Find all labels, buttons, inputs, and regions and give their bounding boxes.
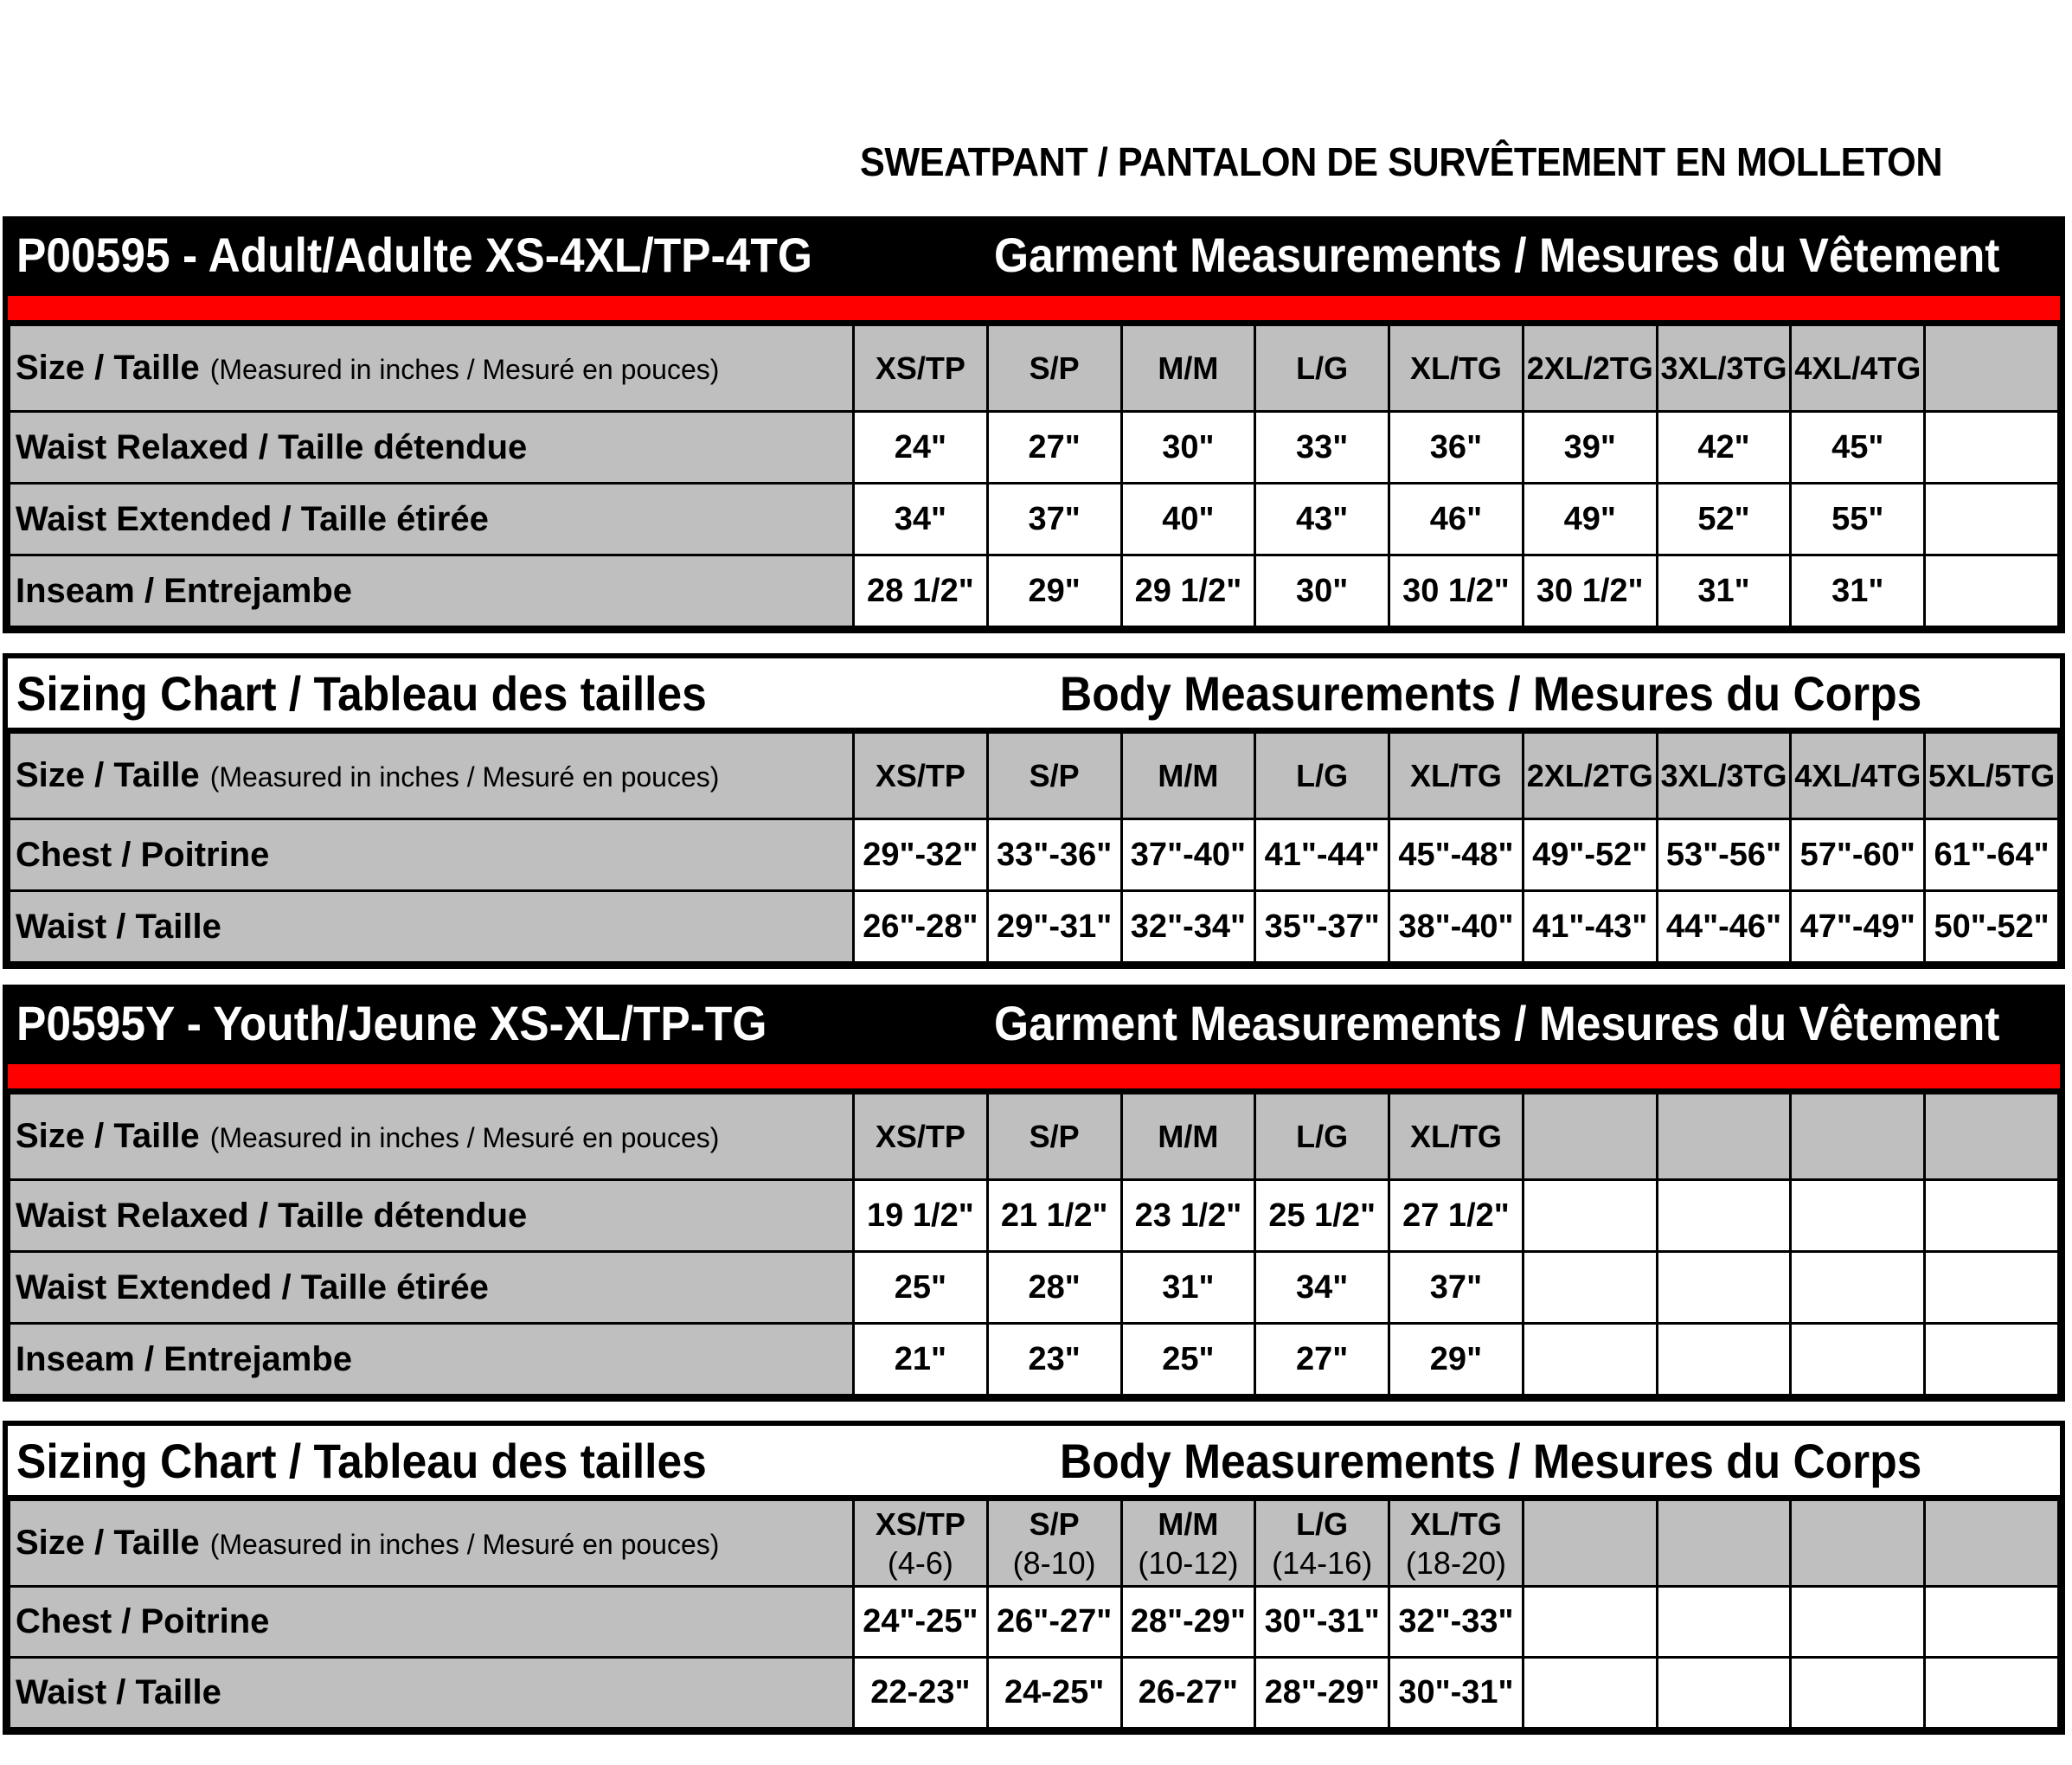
size-name: M/M xyxy=(1158,1505,1219,1542)
measurement-value: 34" xyxy=(854,484,988,555)
size-label-cell xyxy=(10,733,854,819)
section-subtitle: Garment Measurements / Mesures du Vêtement xyxy=(994,996,2000,1050)
measurement-value: 43" xyxy=(1255,484,1389,555)
measurement-value: 55" xyxy=(1791,484,1925,555)
measurement-value xyxy=(1925,1658,2059,1729)
measurement-value: 41"-44" xyxy=(1255,819,1389,891)
size-header-cell: 5XL/5TG xyxy=(1925,733,2059,819)
measurement-value: 42" xyxy=(1657,412,1791,484)
size-label-cell xyxy=(10,1094,854,1180)
measurement-value: 31" xyxy=(1791,555,1925,627)
measurement-value: 57"-60" xyxy=(1791,819,1925,891)
measurement-value: 45"-48" xyxy=(1389,819,1524,891)
measurement-value: 24"-25" xyxy=(854,1587,988,1658)
measurement-row xyxy=(10,412,2059,484)
measurement-value: 30 1/2" xyxy=(1389,555,1524,627)
adult-body-header xyxy=(8,658,2060,731)
measurement-value: 23 1/2" xyxy=(1121,1180,1255,1252)
size-age-range: (10-12) xyxy=(1138,1544,1239,1581)
measurement-value: 30"-31" xyxy=(1389,1658,1524,1729)
measurement-value: 40" xyxy=(1121,484,1255,555)
measurement-row xyxy=(10,484,2059,555)
youth-body-header xyxy=(8,1426,2060,1499)
measurement-value: 28" xyxy=(987,1252,1121,1324)
measurement-value: 26-27" xyxy=(1121,1658,1255,1729)
measurement-value: 27" xyxy=(987,412,1121,484)
measurement-row xyxy=(10,555,2059,627)
measurement-value: 41"-43" xyxy=(1523,891,1657,963)
size-name: XL/TG xyxy=(1409,1505,1502,1542)
size-header-row xyxy=(10,1094,2059,1180)
measurement-value: 30 1/2" xyxy=(1523,555,1657,627)
measurement-row xyxy=(10,819,2059,891)
measurement-value: 27" xyxy=(1255,1324,1389,1396)
size-label: Size / Taille xyxy=(16,1117,200,1155)
measurement-label: Waist Extended / Taille étirée xyxy=(10,1252,854,1324)
measurement-value: 21" xyxy=(854,1324,988,1396)
section-subtitle: Body Measurements / Mesures du Corps xyxy=(1060,666,1922,721)
size-header-cell xyxy=(1925,1500,2059,1587)
size-age-range: (4-6) xyxy=(887,1544,953,1581)
size-header-cell: 2XL/2TG xyxy=(1523,325,1657,412)
measurement-value: 31" xyxy=(1657,555,1791,627)
measurement-value xyxy=(1925,1252,2059,1324)
measurement-value: 28 1/2" xyxy=(854,555,988,627)
measurement-value: 33"-36" xyxy=(987,819,1121,891)
measurement-row xyxy=(10,1324,2059,1396)
measurement-value: 24" xyxy=(854,412,988,484)
size-note: (Measured in inches / Mesuré en pouces) xyxy=(209,761,720,793)
size-header-cell: 4XL/4TG xyxy=(1791,733,1925,819)
youth-body-table xyxy=(8,1499,2060,1730)
measurement-value: 38"-40" xyxy=(1389,891,1524,963)
measurement-row xyxy=(10,1180,2059,1252)
size-header-cell xyxy=(1523,1500,1657,1587)
size-header-cell xyxy=(1791,1094,1925,1180)
section-title: Sizing Chart / Tableau des tailles xyxy=(16,1434,707,1488)
measurement-value xyxy=(1657,1587,1791,1658)
measurement-value: 25" xyxy=(1121,1324,1255,1396)
measurement-value: 29 1/2" xyxy=(1121,555,1255,627)
size-header-cell xyxy=(1925,1094,2059,1180)
adult-body-section xyxy=(3,653,2065,969)
measurement-value: 61"-64" xyxy=(1925,819,2059,891)
measurement-value: 32"-34" xyxy=(1121,891,1255,963)
size-header-cell xyxy=(1657,1094,1791,1180)
measurement-value: 47"-49" xyxy=(1791,891,1925,963)
size-note: (Measured in inches / Mesuré en pouces) xyxy=(209,354,720,385)
measurement-value: 19 1/2" xyxy=(854,1180,988,1252)
size-header-cell: M/M xyxy=(1121,1094,1255,1180)
measurement-value: 25 1/2" xyxy=(1255,1180,1389,1252)
measurement-value: 46" xyxy=(1389,484,1524,555)
measurement-value: 29"-32" xyxy=(854,819,988,891)
section-title: P0595Y - Youth/Jeune XS-XL/TP-TG xyxy=(16,996,767,1050)
measurement-value xyxy=(1791,1252,1925,1324)
measurement-label: Inseam / Entrejambe xyxy=(10,555,854,627)
size-name: S/P xyxy=(1029,1505,1080,1542)
adult-garment-section xyxy=(3,216,2065,633)
document-title: SWEATPANT / PANTALON DE SURVÊTEMENT EN MOLLETON xyxy=(860,139,1943,184)
section-title: Sizing Chart / Tableau des tailles xyxy=(16,666,707,721)
measurement-value xyxy=(1657,1658,1791,1729)
measurement-value: 29" xyxy=(1389,1324,1524,1396)
adult-garment-header xyxy=(8,221,2060,296)
size-age-range: (14-16) xyxy=(1272,1544,1373,1581)
size-age-range: (18-20) xyxy=(1405,1544,1506,1581)
measurement-value xyxy=(1925,1180,2059,1252)
size-header-cell: XS/TP xyxy=(854,733,988,819)
measurement-value xyxy=(1657,1324,1791,1396)
measurement-value: 49" xyxy=(1523,484,1657,555)
measurement-value: 53"-56" xyxy=(1657,819,1791,891)
red-divider-bar xyxy=(3,1064,2065,1088)
measurement-label: Waist / Taille xyxy=(10,1658,854,1729)
measurement-value xyxy=(1925,1324,2059,1396)
measurement-value xyxy=(1791,1180,1925,1252)
size-label: Size / Taille xyxy=(16,1524,200,1562)
measurement-value xyxy=(1791,1324,1925,1396)
adult-body-table xyxy=(8,731,2060,964)
size-note: (Measured in inches / Mesuré en pouces) xyxy=(209,1529,720,1560)
measurement-value: 52" xyxy=(1657,484,1791,555)
size-age-range: (8-10) xyxy=(1012,1544,1096,1581)
size-header-cell xyxy=(987,1500,1121,1587)
size-label: Size / Taille xyxy=(16,756,200,794)
measurement-value xyxy=(1925,484,2059,555)
size-header-cell: S/P xyxy=(987,1094,1121,1180)
measurement-label: Inseam / Entrejambe xyxy=(10,1324,854,1396)
size-header-cell: 2XL/2TG xyxy=(1523,733,1657,819)
size-header-cell: XL/TG xyxy=(1389,1094,1524,1180)
measurement-value: 39" xyxy=(1523,412,1657,484)
measurement-value xyxy=(1523,1324,1657,1396)
measurement-label: Waist Extended / Taille étirée xyxy=(10,484,854,555)
measurement-value: 23" xyxy=(987,1324,1121,1396)
youth-garment-header xyxy=(8,990,2060,1064)
measurement-value xyxy=(1523,1587,1657,1658)
size-header-cell: 3XL/3TG xyxy=(1657,733,1791,819)
measurement-value: 37" xyxy=(1389,1252,1524,1324)
measurement-value: 27 1/2" xyxy=(1389,1180,1524,1252)
size-header-cell xyxy=(1925,325,2059,412)
size-header-cell xyxy=(1255,1500,1389,1587)
measurement-value: 30" xyxy=(1121,412,1255,484)
measurement-row xyxy=(10,1658,2059,1729)
measurement-label: Waist Relaxed / Taille détendue xyxy=(10,1180,854,1252)
measurement-value: 30" xyxy=(1255,555,1389,627)
measurement-value: 24-25" xyxy=(987,1658,1121,1729)
measurement-value: 33" xyxy=(1255,412,1389,484)
size-header-cell: XL/TG xyxy=(1389,733,1524,819)
size-header-cell: L/G xyxy=(1255,325,1389,412)
measurement-value: 31" xyxy=(1121,1252,1255,1324)
size-note: (Measured in inches / Mesuré en pouces) xyxy=(209,1122,720,1153)
measurement-row xyxy=(10,1252,2059,1324)
size-header-cell: M/M xyxy=(1121,325,1255,412)
size-header-cell: 3XL/3TG xyxy=(1657,325,1791,412)
measurement-label: Waist Relaxed / Taille détendue xyxy=(10,412,854,484)
size-header-cell: S/P xyxy=(987,733,1121,819)
measurement-value: 45" xyxy=(1791,412,1925,484)
size-header-cell: 4XL/4TG xyxy=(1791,325,1925,412)
measurement-value: 22-23" xyxy=(854,1658,988,1729)
size-header-cell: XS/TP xyxy=(854,1094,988,1180)
size-header-row xyxy=(10,733,2059,819)
size-header-cell: L/G xyxy=(1255,1094,1389,1180)
size-header-row xyxy=(10,1500,2059,1587)
measurement-value: 26"-28" xyxy=(854,891,988,963)
size-header-cell: L/G xyxy=(1255,733,1389,819)
youth-body-section xyxy=(3,1421,2065,1735)
size-label: Size / Taille xyxy=(16,349,200,387)
size-header-cell xyxy=(1523,1094,1657,1180)
measurement-value: 25" xyxy=(854,1252,988,1324)
measurement-value: 37"-40" xyxy=(1121,819,1255,891)
measurement-value xyxy=(1925,555,2059,627)
size-header-cell xyxy=(854,1500,988,1587)
measurement-value: 37" xyxy=(987,484,1121,555)
measurement-value xyxy=(1523,1658,1657,1729)
size-header-cell: XS/TP xyxy=(854,325,988,412)
measurement-label: Chest / Poitrine xyxy=(10,819,854,891)
size-name: L/G xyxy=(1296,1505,1349,1542)
size-header-cell: S/P xyxy=(987,325,1121,412)
size-header-row xyxy=(10,325,2059,412)
size-header-cell xyxy=(1389,1500,1524,1587)
measurement-value: 29"-31" xyxy=(987,891,1121,963)
youth-garment-section xyxy=(3,985,2065,1402)
measurement-value xyxy=(1657,1180,1791,1252)
measurement-value: 35"-37" xyxy=(1255,891,1389,963)
measurement-value xyxy=(1523,1252,1657,1324)
measurement-value: 26"-27" xyxy=(987,1587,1121,1658)
youth-garment-table xyxy=(8,1092,2060,1396)
section-subtitle: Garment Measurements / Mesures du Vêtement xyxy=(994,228,2000,282)
measurement-value: 34" xyxy=(1255,1252,1389,1324)
measurement-value: 49"-52" xyxy=(1523,819,1657,891)
measurement-row xyxy=(10,891,2059,963)
measurement-label: Waist / Taille xyxy=(10,891,854,963)
measurement-value xyxy=(1791,1658,1925,1729)
measurement-value: 28"-29" xyxy=(1255,1658,1389,1729)
measurement-value xyxy=(1925,1587,2059,1658)
section-title: P00595 - Adult/Adulte XS-4XL/TP-4TG xyxy=(16,228,812,282)
size-header-cell xyxy=(1121,1500,1255,1587)
size-label-cell xyxy=(10,1500,854,1587)
measurement-value: 36" xyxy=(1389,412,1524,484)
measurement-row xyxy=(10,1587,2059,1658)
adult-garment-table xyxy=(8,324,2060,628)
size-header-cell: XL/TG xyxy=(1389,325,1524,412)
measurement-value: 28"-29" xyxy=(1121,1587,1255,1658)
measurement-value xyxy=(1925,412,2059,484)
measurement-value: 30"-31" xyxy=(1255,1587,1389,1658)
size-label-cell xyxy=(10,325,854,412)
size-header-cell: M/M xyxy=(1121,733,1255,819)
section-subtitle: Body Measurements / Mesures du Corps xyxy=(1060,1434,1922,1488)
measurement-value: 50"-52" xyxy=(1925,891,2059,963)
size-header-cell xyxy=(1791,1500,1925,1587)
measurement-value xyxy=(1523,1180,1657,1252)
measurement-label: Chest / Poitrine xyxy=(10,1587,854,1658)
measurement-value: 44"-46" xyxy=(1657,891,1791,963)
red-divider-bar xyxy=(3,296,2065,320)
measurement-value xyxy=(1791,1587,1925,1658)
measurement-value xyxy=(1657,1252,1791,1324)
measurement-value: 21 1/2" xyxy=(987,1180,1121,1252)
size-name: XS/TP xyxy=(875,1505,965,1542)
measurement-value: 29" xyxy=(987,555,1121,627)
measurement-value: 32"-33" xyxy=(1389,1587,1524,1658)
size-header-cell xyxy=(1657,1500,1791,1587)
